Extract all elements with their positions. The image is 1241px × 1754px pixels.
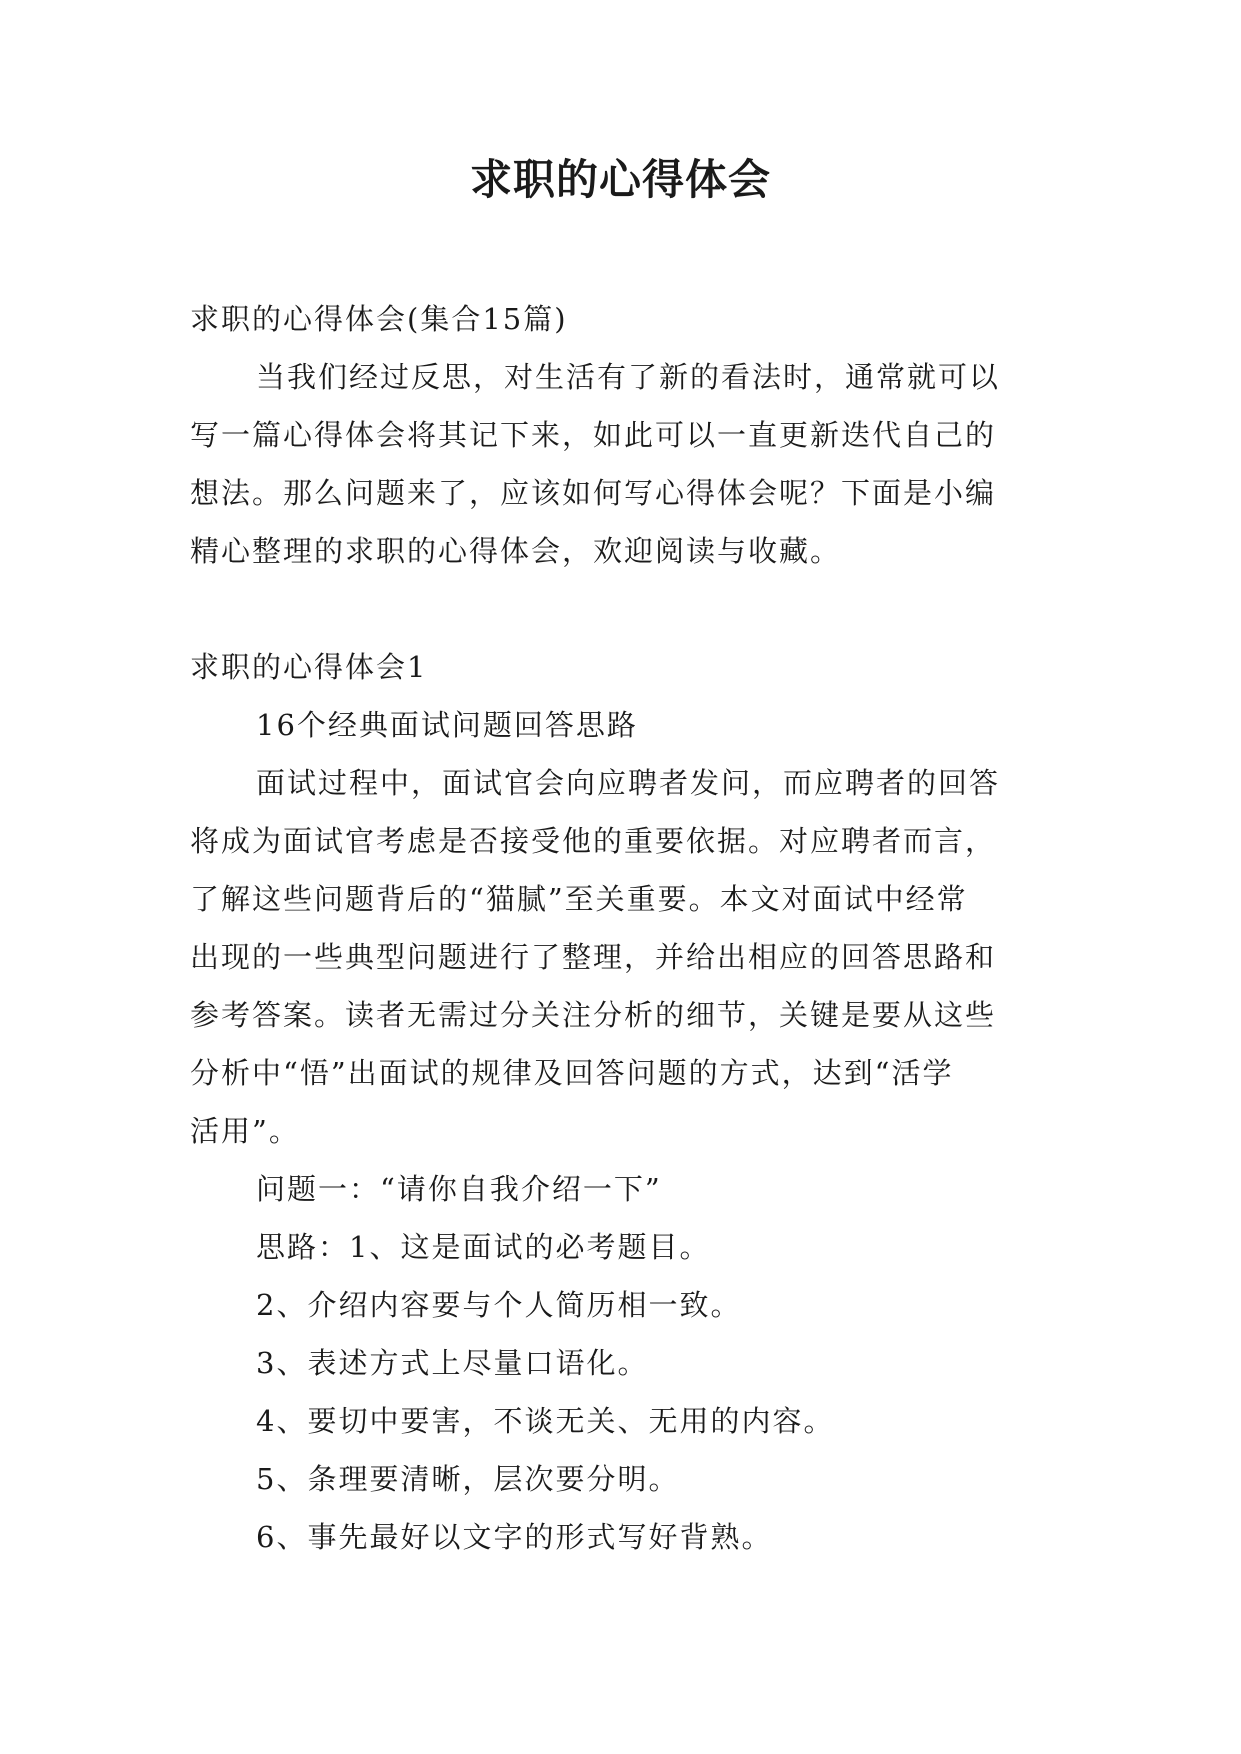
section-heading: 求职的心得体会1 bbox=[190, 650, 428, 684]
intro-line: 写一篇心得体会将其记下来，如此可以一直更新迭代自己的 bbox=[190, 418, 997, 452]
body-line: 将成为面试官考虑是否接受他的重要依据。对应聘者而言， bbox=[190, 824, 997, 858]
list-item: 3、表述方式上尽量口语化。 bbox=[256, 1346, 649, 1380]
section-subheading: 16个经典面试问题回答思路 bbox=[256, 708, 638, 742]
list-item: 4、要切中要害，不谈无关、无用的内容。 bbox=[256, 1404, 835, 1438]
intro-line: 精心整理的求职的心得体会，欢迎阅读与收藏。 bbox=[190, 534, 842, 568]
subtitle-line: 求职的心得体会(集合15篇) bbox=[190, 302, 568, 336]
list-item: 思路：1、这是面试的必考题目。 bbox=[256, 1230, 711, 1264]
body-line: 了解这些问题背后的“猫腻”至关重要。本文对面试中经常 bbox=[190, 882, 968, 916]
body-line: 出现的一些典型问题进行了整理，并给出相应的回答思路和 bbox=[190, 940, 997, 974]
document-body bbox=[190, 290, 1052, 1566]
list-item: 2、介绍内容要与个人简历相一致。 bbox=[256, 1288, 742, 1322]
body-line: 活用”。 bbox=[190, 1114, 300, 1148]
intro-line: 当我们经过反思，对生活有了新的看法时，通常就可以 bbox=[256, 360, 1001, 394]
question-line: 问题一：“请你自我介绍一下” bbox=[256, 1172, 662, 1206]
intro-line: 想法。那么问题来了，应该如何写心得体会呢？下面是小编 bbox=[190, 476, 997, 510]
paragraph-spacer bbox=[190, 580, 1052, 638]
body-line: 分析中“悟”出面试的规律及回答问题的方式，达到“活学 bbox=[190, 1056, 954, 1090]
list-item: 5、条理要清晰，层次要分明。 bbox=[256, 1462, 680, 1496]
list-item: 6、事先最好以文字的形式写好背熟。 bbox=[256, 1520, 773, 1554]
body-line: 参考答案。读者无需过分关注分析的细节，关键是要从这些 bbox=[190, 998, 997, 1032]
body-line: 面试过程中，面试官会向应聘者发问，而应聘者的回答 bbox=[256, 766, 1001, 800]
document-title: 求职的心得体会 bbox=[469, 155, 771, 204]
